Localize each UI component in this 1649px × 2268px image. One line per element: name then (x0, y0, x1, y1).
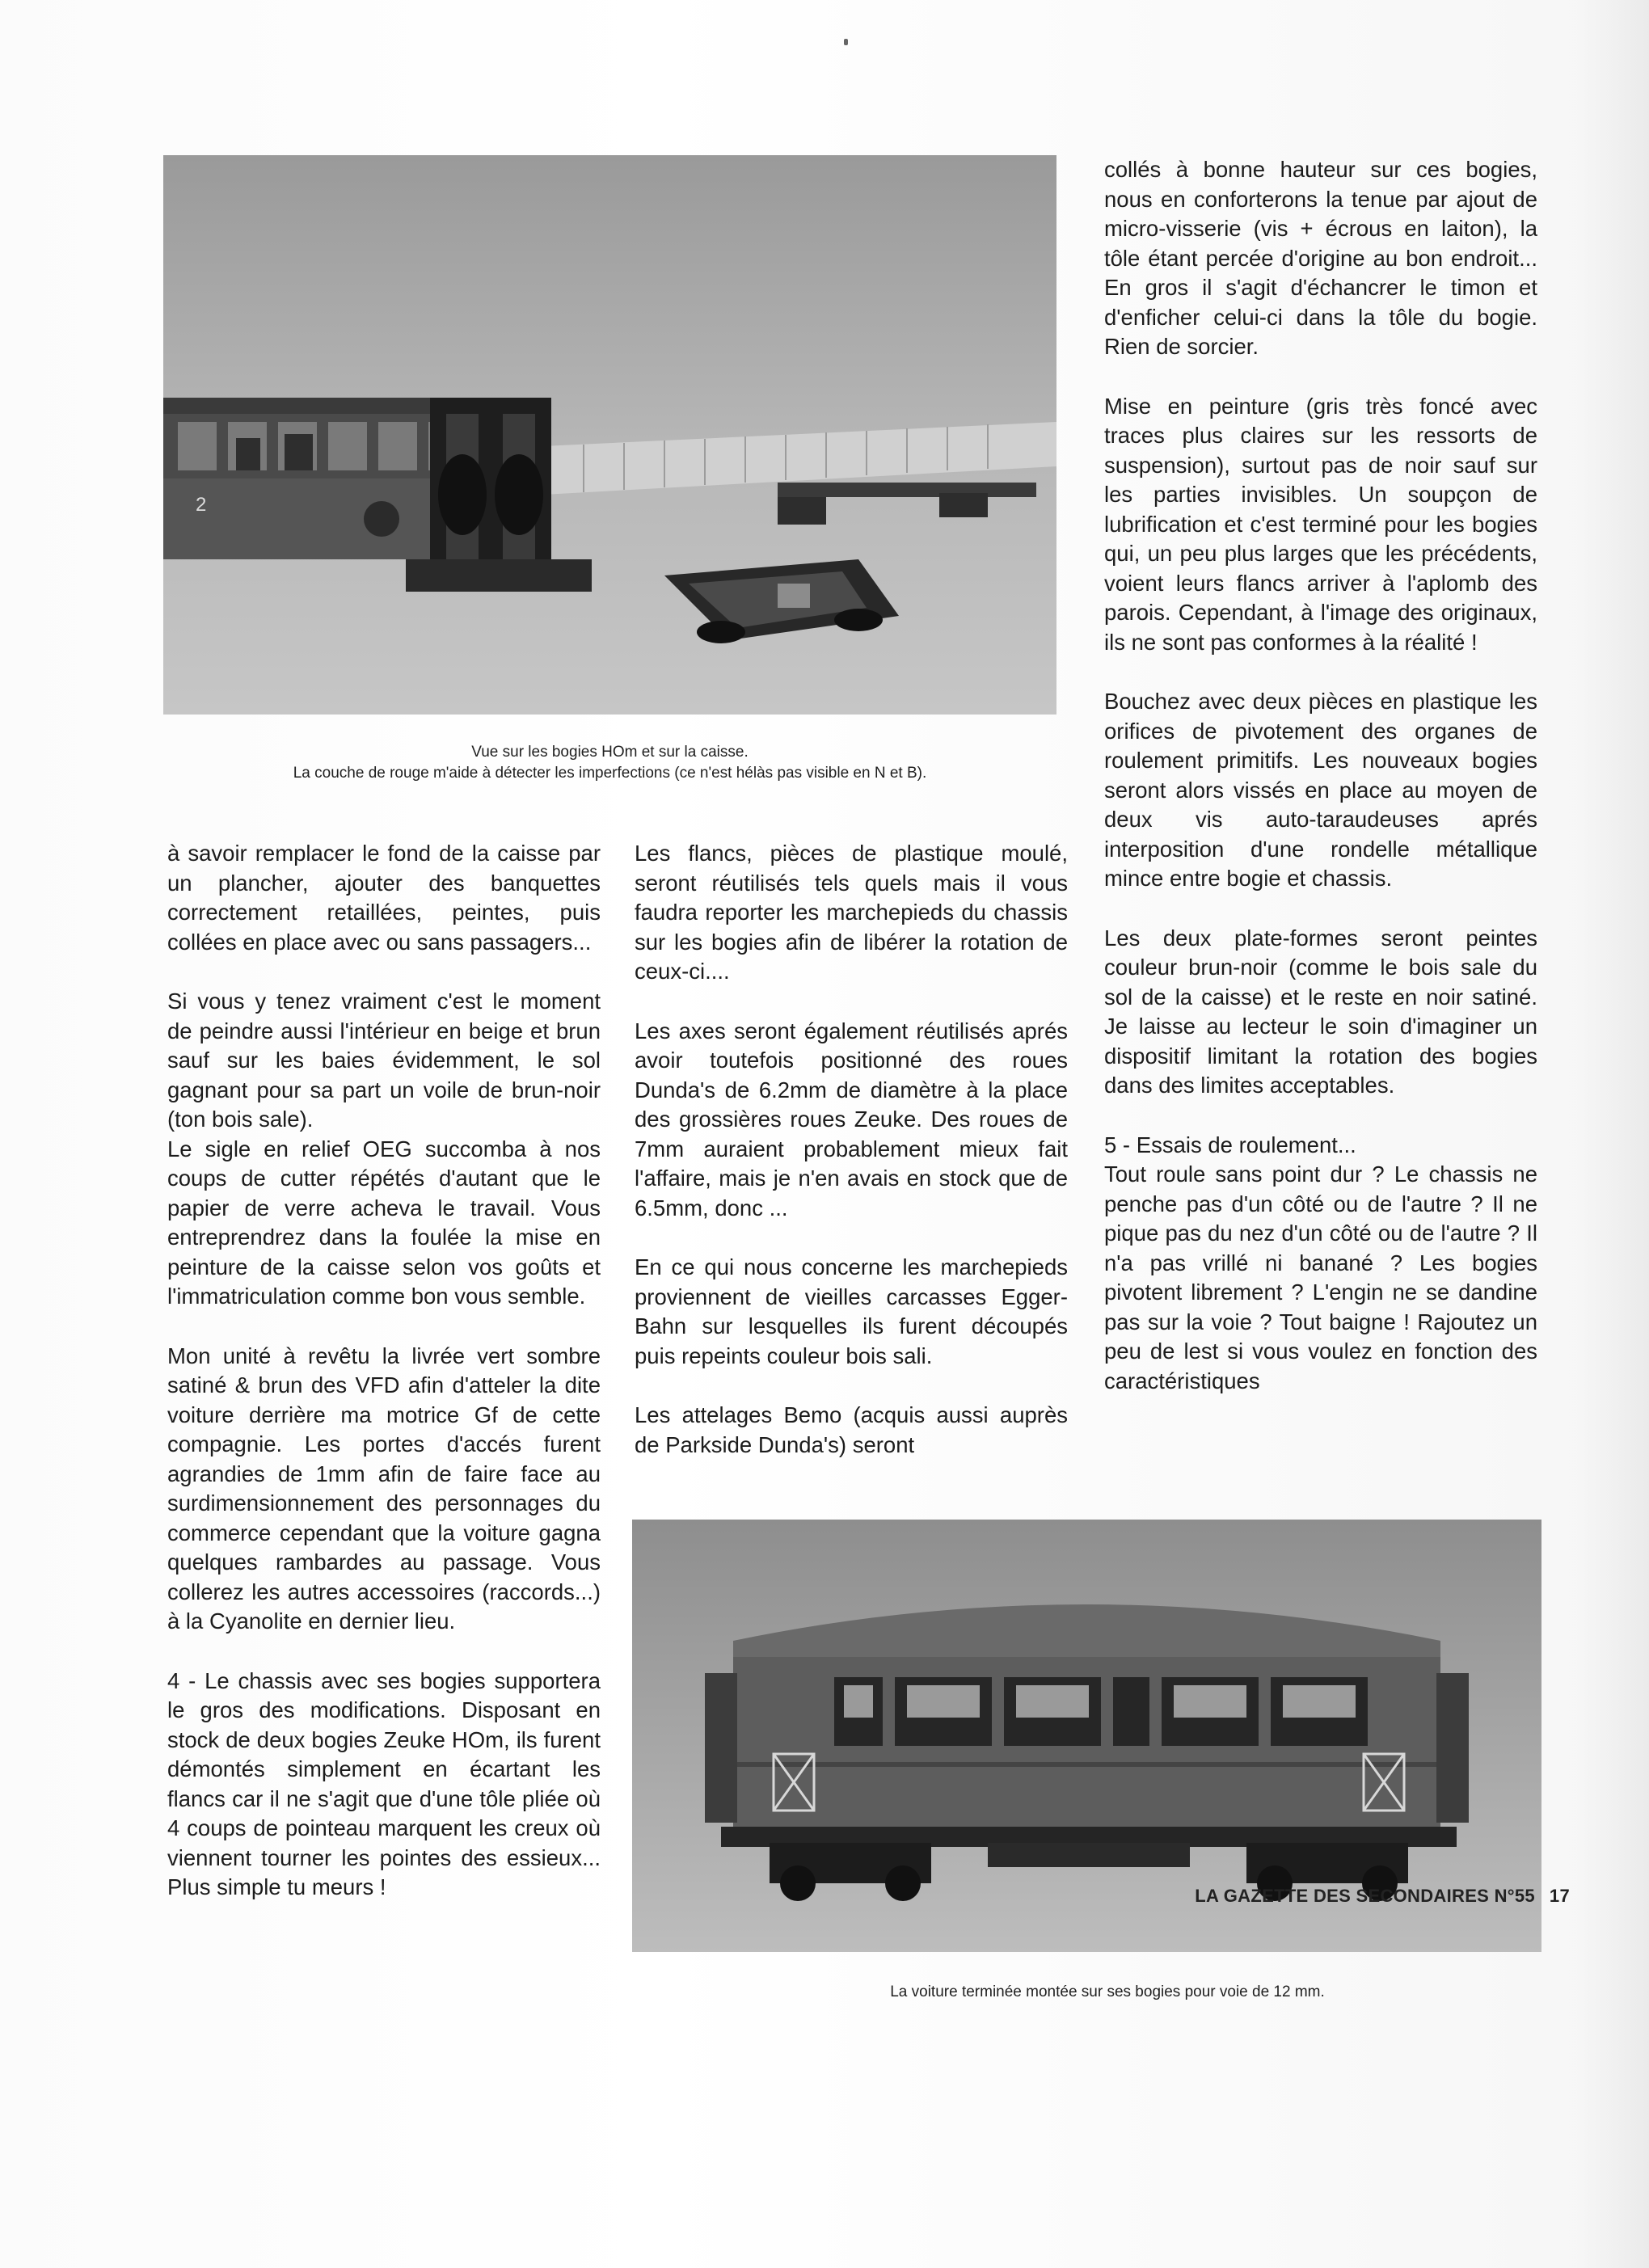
section-heading: 5 - Essais de roulement... (1104, 1132, 1356, 1157)
paragraph: Le sigle en relief OEG succomba à nos coups de cutter répétés d'autant que le papier de verre acheva le travail. Vous entreprendrez dans la foulée la mise en peinture de la caisse selon vos goûts et l'immatriculation comme bon vous semble. (167, 1136, 601, 1309)
scan-edge-shadow (1576, 0, 1649, 2268)
paragraph: Les flancs, pièces de plastique moulé, seront réutilisés tels quels mais il vous faudra reporter les marchepieds du chassis sur les bogies afin de libérer la rotation de ceux-ci.... (635, 841, 1068, 984)
photo-bogies-and-body (163, 155, 1056, 715)
paragraph: Si vous y tenez vraiment c'est le moment de peindre aussi l'intérieur en beige et brun sauf sur les baies évidemment, le sol gagnant pour sa part un voile de brun-noir (ton bois sale). (167, 989, 601, 1132)
scan-speck (844, 39, 848, 45)
paragraph: Mise en peinture (gris très foncé avec traces plus claires sur les ressorts de suspension), surtout pas de noir sauf sur les parties invisibles. Un soupçon de lubrification et c'est terminé pour les bogies qui, un peu plus larges que les précédents, voient leurs flancs arriver à l'aplomb des parois. Cependant, à l'image des originaux, ils ne sont pas conformes à la réalité ! (1104, 393, 1537, 655)
magazine-title: LA GAZETTE DES SECONDAIRES N°55 (1195, 1886, 1535, 1906)
paragraph: Les axes seront également réutilisés aprés avoir toutefois positionné des roues Dunda's de 6.2mm de diamètre à la place des grossières roues Zeuke. Des roues de 7mm auraient probablement mieux fait l'affaire, mais je n'en avais en stock que de 6.5mm, donc ... (635, 1018, 1068, 1220)
page-footer (1195, 1886, 1570, 1907)
paragraph: Tout roule sans point dur ? Le chassis ne penche pas d'un côté ou de l'autre ? Il ne pique pas du nez d'un côté ou de l'autre ? Il n'a pas vrillé ni banané ? Les bogies pivotent librement ? L'engin ne se dandine pas sur la voie ? Tout baigne ! Rajoutez un peu de lest si vous voulez en fonction des caractéristiques (1104, 1161, 1537, 1393)
paragraph: Les attelages Bemo (acquis aussi auprès de Parkside Dunda's) seront (635, 1402, 1068, 1457)
paragraph: En ce qui nous concerne les marchepieds proviennent de vieilles carcasses Egger-Bahn sur lesquelles ils furent découpés puis repeints couleur bois sali. (635, 1254, 1068, 1368)
text-column-middle (635, 839, 1068, 1490)
paragraph: Mon unité à revêtu la livrée vert sombre satiné & brun des VFD afin d'atteler la dite voiture derrière ma motrice Gf de cette compagnie. Les portes d'accés furent agrandies de 1mm afin de faire face au surdimensionnement des personnages du commerce cependant que la voiture gagna quelques rambardes au passage. Vous collerez les autres accessoires (raccords...) à la Cyanolite en dernier lieu. (167, 1343, 601, 1634)
svg-text:2: 2 (196, 494, 207, 516)
paragraph: collés à bonne hauteur sur ces bogies, nous en conforterons la tenue par ajout de micro-visserie (vis + écrous en laiton), la tôle étant percée d'origine au bon endroit... En gros il s'agit d'échancrer le timon et d'enficher celui-ci dans la tôle du bogie. Rien de sorcier. (1104, 157, 1537, 359)
paragraph: Bouchez avec deux pièces en plastique les orifices de pivotement des organes de roulement primitifs. Les nouveaux bogies seront alors vissés en place au moyen de deux vis auto-taraudeuses aprés interposition d'une rondelle métallique mince entre bogie et chassis. (1104, 689, 1537, 891)
text-column-left (167, 839, 601, 1933)
top-caption-line-2: La couche de rouge m'aide à détecter les imperfections (ce n'est hélàs pas visible en N et B). (293, 765, 927, 782)
page-number: 17 (1549, 1886, 1570, 1906)
paragraph: Les deux plate-formes seront peintes couleur brun-noir (comme le bois sale du sol de la caisse) et le reste en noir satiné. Je laisse au lecteur le soin d'imaginer un dispositif limitant la rotation des bogies dans des limites acceptables. (1104, 925, 1537, 1098)
paragraph: à savoir remplacer le fond de la caisse par un plancher, ajouter des banquettes correctement retaillées, peintes, puis collées en place avec ou sans passagers... (167, 841, 601, 955)
top-photo-caption (163, 742, 1056, 784)
paragraph: 4 - Le chassis avec ses bogies supportera le gros des modifications. Disposant en stock de deux bogies Zeuke HOm, ils furent démontés simplement en écartant les flancs car il ne s'agit que d'une tôle pliée où 4 coups de pointeau marquent les creux où viennent tourner les pointes des essieux... Plus simple tu meurs ! (167, 1667, 601, 1899)
text-column-right (1104, 155, 1537, 1426)
top-caption-line-1: Vue sur les bogies HOm et sur la caisse. (471, 744, 749, 761)
bottom-photo-caption: La voiture terminée montée sur ses bogies pour voie de 12 mm. (890, 1983, 1325, 2000)
bogies-photo-illustration (163, 155, 1056, 715)
